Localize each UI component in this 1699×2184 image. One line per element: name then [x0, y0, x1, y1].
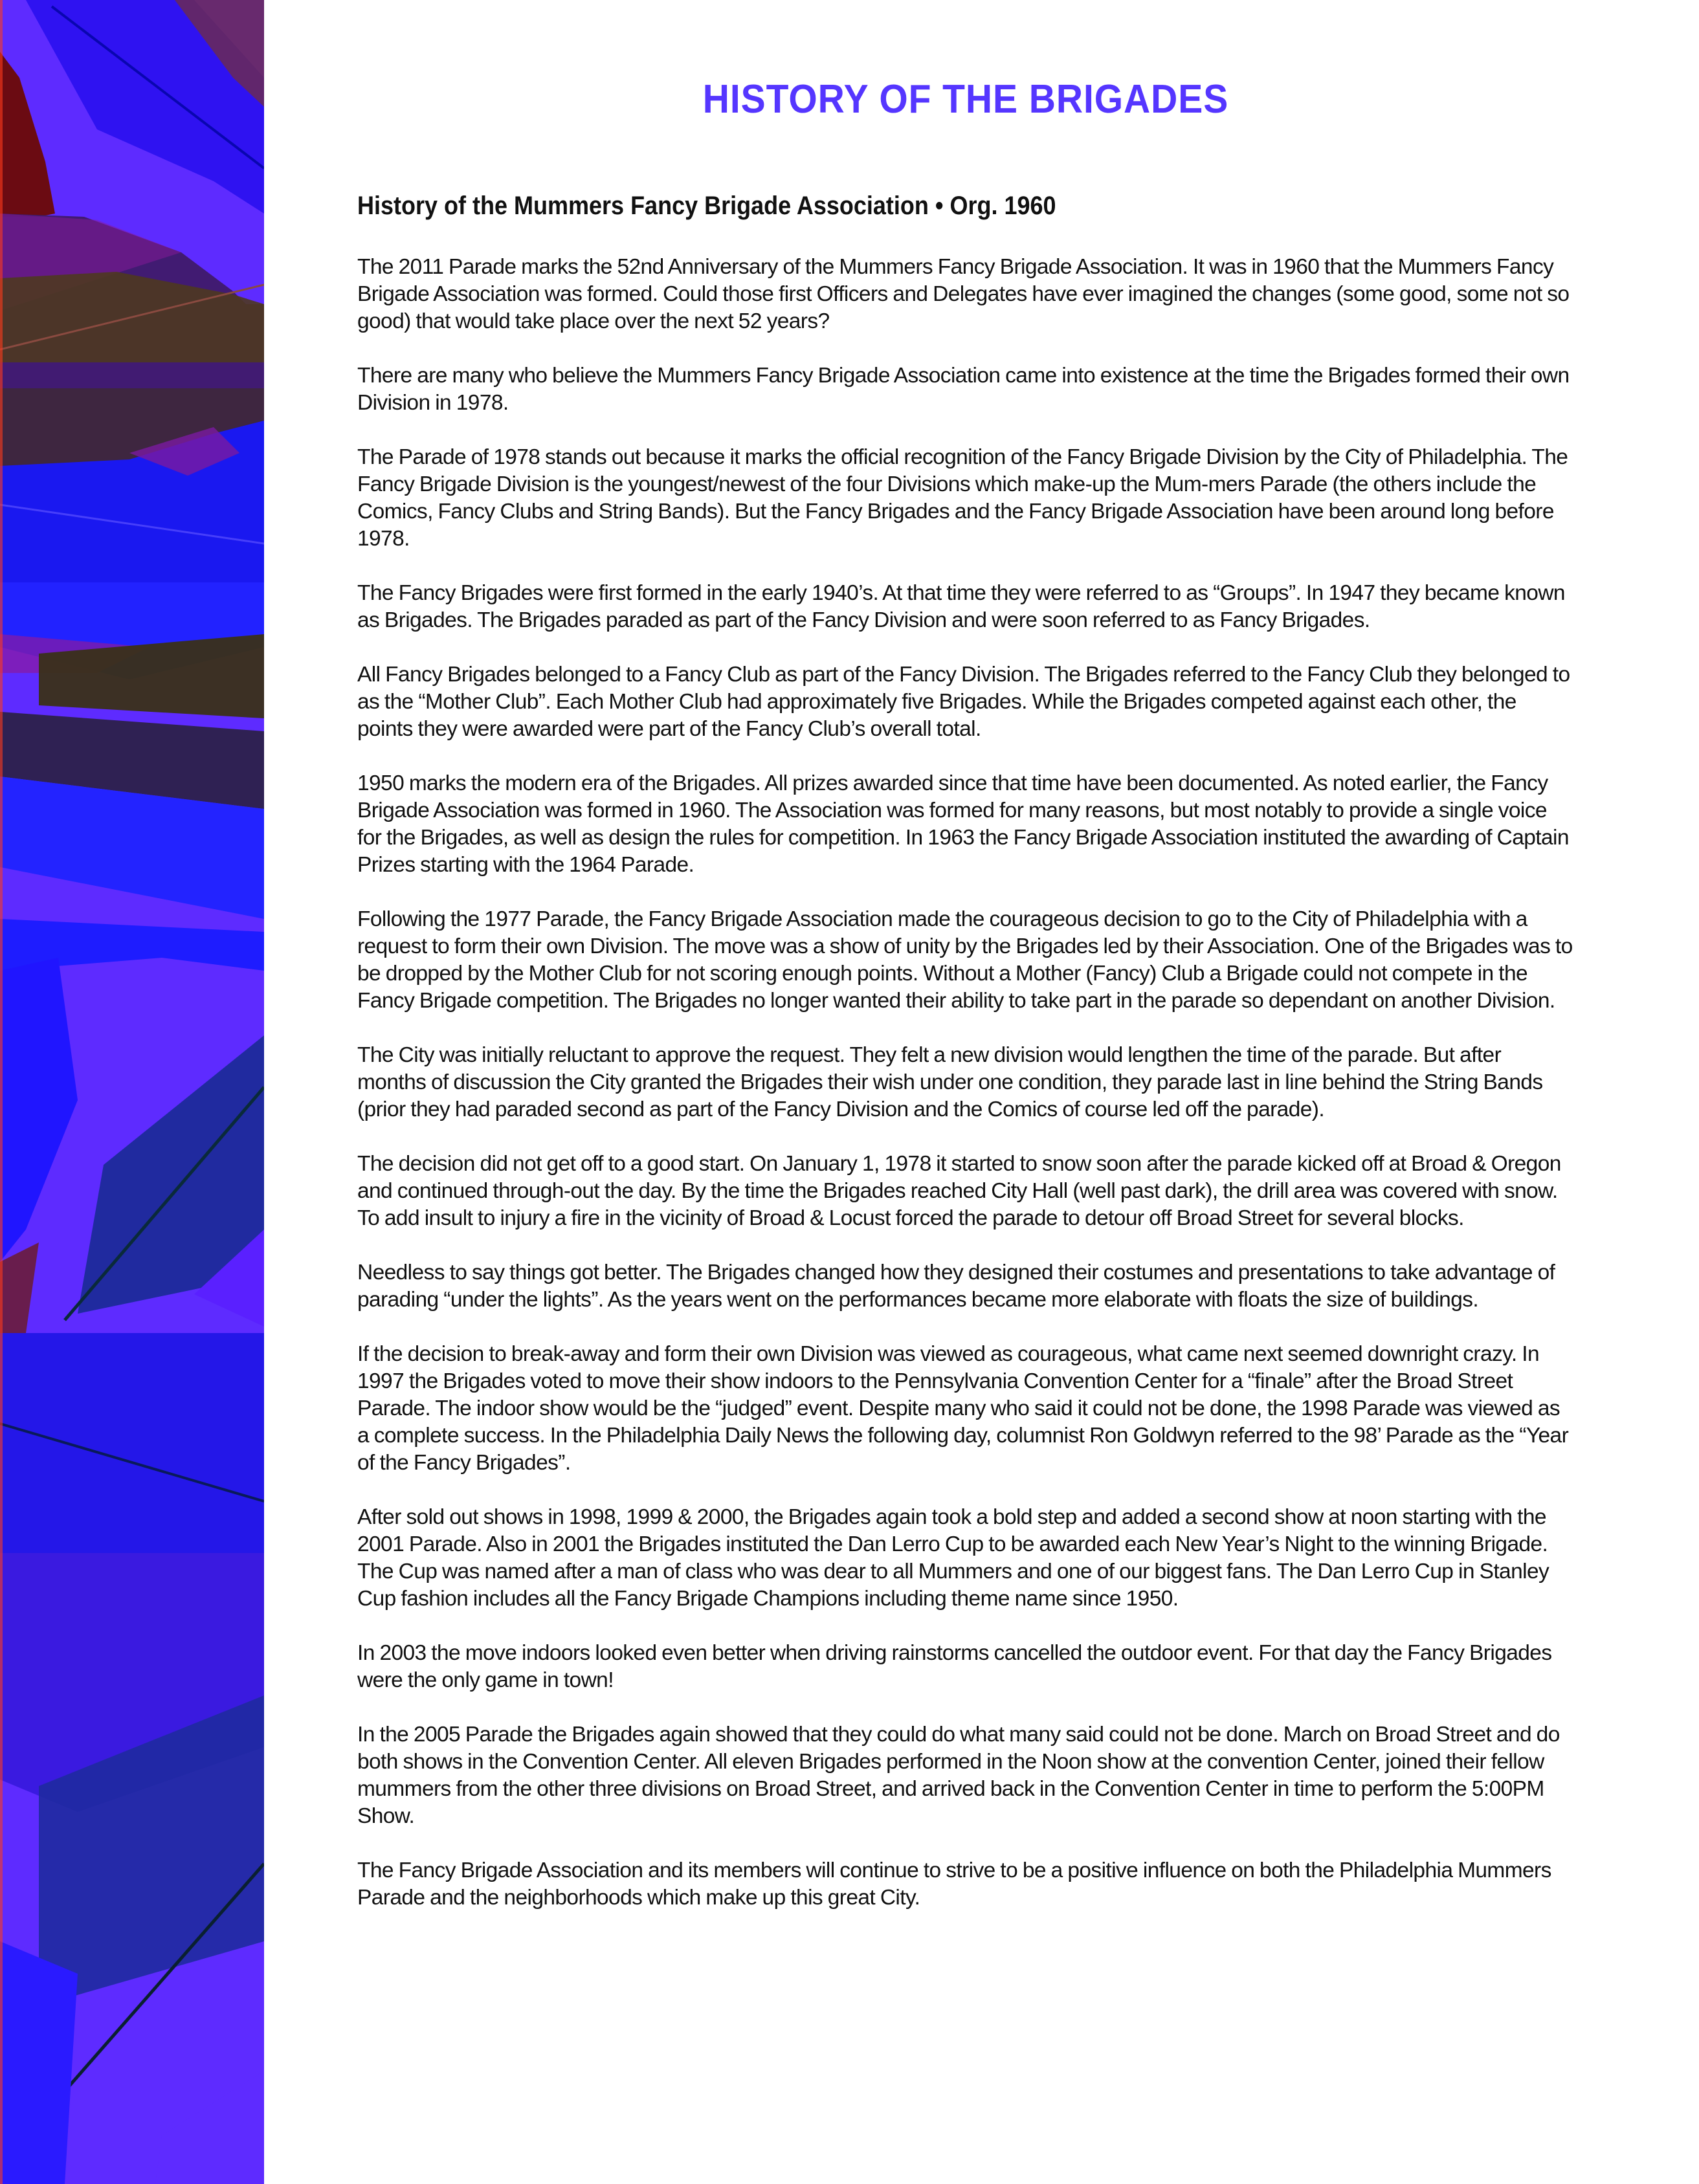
paragraph: All Fancy Brigades belonged to a Fancy Club as part of the Fancy Division. The Brigades referred to the Fancy Club they belonged to as the “Mother Club”. Each Mother Club had approximately five Brigades. While the Brigades competed against each other, the points they were awarded were part of the Fancy Club’s overall total. — [357, 663, 1570, 741]
paragraph: In the 2005 Parade the Brigades again showed that they could do what many said could not be done. March on Broad Street and do both shows in the Convention Center. All eleven Brigades performed in the Noon show at the convention Center, joined their fellow mummers from the other three divisions on Broad Street, and arrived back in the Convention Center in time to perform the 5:00PM Show. — [357, 1723, 1560, 1828]
article-subtitle: History of the Mummers Fancy Brigade Association • Org. 1960 — [357, 192, 1056, 220]
paragraph: The Fancy Brigades were first formed in the early 1940’s. At that time they were referred to as “Groups”. In 1947 they became known as Brigades. The Brigades paraded as part of the Fancy Division and were soon referred to as Fancy Brigades. — [357, 581, 1565, 632]
paragraph: After sold out shows in 1998, 1999 & 2000, the Brigades again took a bold step and added a second show at noon starting with the 2001 Parade. Also in 2001 the Brigades instituted the Dan Lerro Cup to be awarded each New Year’s Night to the winning Brigade. The Cup was named after a man of class who was dear to all Mummers and one of our biggest fans. The Dan Lerro Cup in Stanley Cup fashion includes all the Fancy Brigade Champions including theme name since 1950. — [357, 1505, 1549, 1611]
article-body — [357, 254, 1574, 1939]
paragraph: If the decision to break-away and form their own Division was viewed as courageous, what came next seemed downright crazy. In 1997 the Brigades voted to move their show indoors to the Pennsylvania Convention Center for a “finale” after the Broad Street Parade. The indoor show would be the “judged” event. Despite many who said it could not be done, the 1998 Parade was viewed as a complete success. In the Philadelphia Daily News the following day, columnist Ron Goldwyn referred to the 98’ Parade as the “Year of the Fancy Brigades”. — [357, 1342, 1569, 1475]
paragraph: The City was initially reluctant to approve the request. They felt a new division would lengthen the time of the parade. But after months of discussion the City granted the Brigades their wish under one condition, they parade last in line behind the String Bands (prior they had paraded second as part of the Fancy Division and the Comics of course led off the parade). — [357, 1043, 1543, 1121]
paragraph: The Parade of 1978 stands out because it marks the official recognition of the Fancy Brigade Division by the City of Philadelphia. The Fancy Brigade Division is the youngest/newest of the four Divisions which make-up the Mum-mers Parade (the others include the Comics, Fancy Clubs and String Bands). But the Fancy Brigades and the Fancy Brigade Association have been around long before 1978. — [357, 445, 1568, 551]
paragraph: 1950 marks the modern era of the Brigades. All prizes awarded since that time have been documented. As noted earlier, the Fancy Brigade Association was formed in 1960. The Association was formed for many reasons, but most notably to provide a single voice for the Brigades, as well as design the rules for competition. In 1963 the Fancy Brigade Association instituted the awarding of Captain Prizes starting with the 1964 Parade. — [357, 771, 1569, 877]
feather-artwork-sidebar — [0, 0, 264, 2184]
paragraph: Following the 1977 Parade, the Fancy Brigade Association made the courageous decision to go to the City of Philadelphia with a request to form their own Division. The move was a show of unity by the Brigades led by their Association. One of the Brigades was to be dropped by the Mother Club for not scoring enough points. Without a Mother (Fancy) Club a Brigade could not compete in the Fancy Brigade competition. The Brigades no longer wanted their ability to take part in the parade so dependant on another Division. — [357, 907, 1573, 1013]
page-title: HISTORY OF THE BRIGADES — [702, 77, 1229, 122]
feather-image — [0, 0, 264, 2184]
paragraph: The 2011 Parade marks the 52nd Anniversary of the Mummers Fancy Brigade Association. It was in 1960 that the Mummers Fancy Brigade Association was formed. Could those first Officers and Delegates have ever imagined the changes (some good, some not so good) that would take place over the next 52 years? — [357, 255, 1570, 333]
paragraph: Needless to say things got better. The Brigades changed how they designed their costumes and presentations to take advantage of parading “under the lights”. As the years went on the performances became more elaborate with floats the size of buildings. — [357, 1261, 1555, 1312]
paragraph: There are many who believe the Mummers Fancy Brigade Association came into existence at the time the Brigades formed their own Division in 1978. — [357, 364, 1570, 415]
paragraph: In 2003 the move indoors looked even better when driving rainstorms cancelled the outdoor event. For that day the Fancy Brigades were the only game in town! — [357, 1641, 1552, 1692]
paragraph: The Fancy Brigade Association and its members will continue to strive to be a positive influence on both the Philadelphia Mummers Parade and the neighborhoods which make up this great City. — [357, 1859, 1551, 1910]
paragraph: The decision did not get off to a good start. On January 1, 1978 it started to snow soon after the parade kicked off at Broad & Oregon and continued through-out the day. By the time the Brigades reached City Hall (well past dark), the drill area was covered with snow. To add insult to injury a fire in the vicinity of Broad & Locust forced the parade to detour off Broad Street for several blocks. — [357, 1152, 1561, 1230]
